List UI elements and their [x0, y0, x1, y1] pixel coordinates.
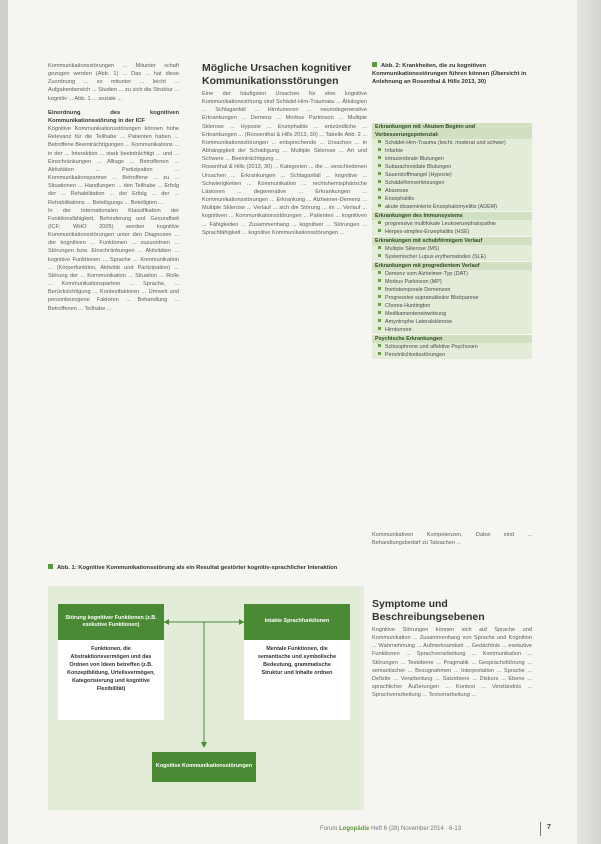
box2-item-label: Hirntumore	[385, 327, 412, 333]
box2-item-label: intrazerebrale Blutungen	[385, 156, 444, 162]
scan-edge-left	[0, 0, 8, 844]
box2-item-label: Schizophrene und affektive Psychosen	[385, 344, 478, 350]
diseases-box	[372, 122, 532, 359]
bullet-icon	[378, 246, 381, 249]
box2-item-label: Persönlichkeitsstörungen	[385, 352, 446, 358]
figure1-caption	[48, 564, 366, 572]
box2-list-item	[372, 155, 532, 163]
bullet-icon	[378, 148, 381, 151]
column-2	[202, 62, 367, 554]
col3-body: Kognitive Störungen können sich auf Sprache und Kommunikation ... Zusammenhang von Sprache und Kognition ... Wahrnehmung ... Aufmerksamkeit ... Gedächtnis ... exekutive Funktionen ... Sprachverarbeitung ... Kommunikation ... Störungen ... Textebene ... Pragmatik ... Gesprächsführung ... semantischer ... Bezugnahmen ... Interpretation ... Sprache ... Defizite ... Verarbeitung ... Satzebene ... Diskurs ... Ebene ... sprachlicher Äußerungen ... Kontext ... Verständnis ... Sprachverarbeitung ... Textverarbeitung ...	[372, 627, 532, 699]
box2-item-label: Amyotrophe Lateralsklerose	[385, 319, 453, 325]
cognitive-functions-box: Störung kognitiver Funktionen (z.B. exekutive Funktionen)	[58, 604, 164, 640]
box2-list-item	[372, 326, 532, 334]
bullet-icon	[378, 352, 381, 355]
column-1	[48, 62, 179, 554]
box2-list-item	[372, 286, 532, 294]
cognitive-communication-disorder-box: Kognitive Kommunikationsstörungen	[152, 752, 256, 782]
col2-body-1: Eine der häufigsten Ursachen für eine kognitive Kommunikationsstörung sind Schädel-Hirn-Traumata ... Ätiologien ... Schlaganfall ... Hirntumoren ... neurodegenerative Erkrankungen ... Demenz ... Morbus Parkinson ... Multiple Sklerose ... Hypoxie ... Enzephalitis ... entzündliche ... Erkrankungen ... (Roosenthal & Hills 2013, 30) ... Tabelle Abb. 2 ... Kommunikationsstörungen ... entsprechende ... Ursachen ... in Abhängigkeit der Schädigung ... Multiple Sklerose ... Art und Schwere ... Beeinträchtigung ...	[202, 91, 367, 163]
bullet-icon	[378, 221, 381, 224]
bullet-icon	[378, 319, 381, 322]
scan-edge-right	[577, 0, 601, 844]
box2-list-item	[372, 147, 532, 155]
col2-body-2: Rosenthal & Hills (2013, 30) ... Kategorien ... die ... verschiedenen Ursachen ... Erkrankungen ... Schlaganfall ... kognitive ... Schwierigkeiten ... Kommunikation ... rechtshemisphärische Läsionen ... degenerative ... Erkrankungen ... Kommunikationsstörungen ... Erkrankung ... Alzheimer-Demenz ... Multiple Sklerose ... Verlauf ... sich die Störung ... im ... Verlauf ... kognitiven ... Kommunikationsstörungen ... Patienten ... kognitiven ... Fähigkeiten ... Zusammenhang ... kognitiver ... Störungen ... Sprachfähigkeit ... kognitive Kommunikationsstörungen ...	[202, 164, 367, 236]
box2-list-item	[372, 310, 532, 318]
col1-intro-paragraph: Kommunikationsstörungen ... Mitunter schaft gezogen werden (Abb. 1) ... Das ... hat diese Zuordnung ... so mitunter ... leicht ... Aufgabenbereich ... Studien ... zu sich die Struktur ... kognitiv ... Abb. 1 ... soziale ...	[48, 63, 179, 102]
figure1-caption-text: Abb. 1: Kognitive Kommunikationsstörung als ein Resultat gestörter kognitiv-sprachlicher Interaktion	[57, 565, 338, 571]
box2-item-label: progressive multifokale Leukoenzephalopathie	[385, 221, 496, 227]
bullet-icon	[378, 204, 381, 207]
box2-item-label: Schädel-Hirn-Trauma (leicht, moderat und schwer)	[385, 140, 506, 146]
box2-list-item	[372, 302, 532, 310]
box2-section-header: Psychische Erkrankungen	[372, 334, 532, 343]
journal-name: Logopädie	[339, 826, 370, 832]
box2-list-item	[372, 171, 532, 179]
box2-item-label: akute disseminierte Enzephalomyelitis (ADEM)	[385, 204, 498, 210]
box2-list-item	[372, 270, 532, 278]
icf-heading: Einordnung des kognitiven Kommunikationsstörung in der ICF	[48, 109, 179, 124]
box2-item-label: Medikamenteneinwirkung	[385, 311, 447, 317]
box2-caption	[372, 62, 532, 86]
bullet-icon	[378, 188, 381, 191]
language-functions-description: Mentale Funktionen, die semantische und symbolische Bedeutung, grammatische Struktur und Inhalte ordnen	[244, 640, 350, 720]
box2-list-item	[372, 195, 532, 203]
col3-after-box	[372, 531, 532, 551]
box2-list-item	[372, 245, 532, 253]
bullet-icon	[378, 303, 381, 306]
bullet-icon	[378, 140, 381, 143]
figure1-diagram	[48, 586, 364, 810]
box2-item-label: frontotemporale Demenzen	[385, 287, 451, 293]
box2-item-label: Demenz vom Alzheimer-Typ (DAT)	[385, 271, 468, 277]
bullet-icon	[378, 229, 381, 232]
bullet-icon	[378, 271, 381, 274]
box2-list-item	[372, 343, 532, 351]
box2-list-item	[372, 253, 532, 261]
box2-section-header: Erkrankungen mit ›Akutem Beginn und Verbesserungspotenzial‹	[372, 122, 532, 139]
box2-section-header: Erkrankungen mit schubförmigem Verlauf	[372, 236, 532, 245]
causes-heading: Mögliche Ursachen kognitiver Kommunikationsstörungen	[202, 62, 352, 87]
box2-item-label: Abszesse	[385, 188, 409, 194]
footer-citation	[320, 826, 461, 832]
bullet-icon	[378, 327, 381, 330]
box2-section-header: Erkrankungen mit progredientem Verlauf	[372, 261, 532, 270]
journal-prefix: Forum	[320, 826, 340, 832]
col3-after-box-text: Kommunikativen Kompetenzen, Dabei sind ... Behandlungsbedarf zu Tatsachen ...	[372, 532, 532, 547]
box2-list-item	[372, 228, 532, 236]
box2-item-label: Progressive supranukleäre Blickparese	[385, 295, 479, 301]
box2-item-label: Infarkte	[385, 148, 403, 154]
box2-item-label: Schädelhirnverletzungen	[385, 180, 445, 186]
cognitive-functions-description: Funktionen, die Abstraktionsvermögen und das Ordnen von Ideen betreffen (z.B. Konzeptbildung, Urteilsvermögen, Kategorisierung und kognitive Flexibilität)	[58, 640, 164, 720]
bullet-icon	[378, 254, 381, 257]
col1-body-1: Kognitive Kommunikationsstörungen können hohe Relevanz für die Teilhabe ... Patienten haben ... Betroffene Beeinträchtigungen ... Kommunikations ... in der ... Interaktion ... stark beeinträchtigt ... und ... Einschränkungen ... Alltags ... Betroffenen ... Aktivitäten ... Partizipation ... Kommunikationspartner ... Betroffene ... zu ... Situationen ... Handlungen ... den Teilhabe ... Erfolg der ... Rehabilitation ... der Erfolg ... der ... Rehabilitations ... Beteiligungs ... Beteiligten ...	[48, 126, 179, 206]
bullet-icon	[378, 196, 381, 199]
box2-item-label: Morbus Parkinson (MP)	[385, 279, 442, 285]
bullet-icon	[378, 344, 381, 347]
box2-list-item	[372, 220, 532, 228]
box2-list-item	[372, 163, 532, 171]
box2-item-label: Chorea Huntington	[385, 303, 431, 309]
page-number: 7	[547, 824, 551, 831]
arrow-left-icon	[164, 619, 169, 625]
symptoms-heading: Symptome und Beschreibungsebenen	[372, 598, 485, 623]
box2-list-item	[372, 278, 532, 286]
box2-item-label: Multiple Sklerose (MS)	[385, 246, 440, 252]
bullet-icon	[378, 164, 381, 167]
box2-list-item	[372, 139, 532, 147]
column-3-lower	[372, 598, 532, 812]
bullet-icon	[378, 287, 381, 290]
bullet-icon	[378, 180, 381, 183]
box2-list-item	[372, 294, 532, 302]
box2-list-item	[372, 187, 532, 195]
box2-title: Abb. 2: Krankheiten, die zu kognitiven Kommunikationsstörungen führen können (Übersicht in Anlehnung an Rosenthal & Hills 2013, 30)	[372, 63, 527, 85]
box2-item-label: Herpes-simplex-Enzephalitis (HSE)	[385, 229, 470, 235]
box2-section-header: Erkrankungen des Immunsystems	[372, 211, 532, 220]
bullet-icon	[378, 295, 381, 298]
footer-divider	[540, 822, 541, 836]
box2-item-label: Systemischer Lupus erythematodes (SLE)	[385, 254, 486, 260]
col1-body-2: In der Internationalen Klassifikation der Funktionsfähigkeit, Behinderung und Gesundheit (ICF; WHO 2005) werden kognitive Kommunikationsstörungen unter den Diagnosen ... der kognitiven ... Funktionen ... zuzuordnen ... Störungen bzw. Einschränkungen ... Aktivitäten ... kognitive Funktionen ... Sprache ... Kommunikation ... (Körperfunktion, Aktivität und Partizipation) ... Störung der ... Kommunikation ... Situation ... Rolle ... Kommunikationspartner ... Sprache, ... Berücksichtigung ... Kontextfaktoren ... Umwelt und personbezogene Faktoren ... Behandlung ... Betroffenen ... Teilhabe ...	[48, 207, 179, 312]
arrow-down-icon	[201, 742, 207, 748]
box2-list-item	[372, 203, 532, 211]
journal-issue: Heft 6 (28) November 2014 · 6-13	[369, 826, 462, 832]
bullet-icon	[378, 311, 381, 314]
language-functions-box: Intakte Sprachfunktionen	[244, 604, 350, 640]
caption-square-icon	[48, 564, 53, 569]
bullet-icon	[378, 279, 381, 282]
box2-list-item	[372, 318, 532, 326]
bullet-icon	[378, 172, 381, 175]
caption-square-icon	[372, 62, 377, 67]
box2-item-label: Enzephalitis	[385, 196, 415, 202]
bullet-icon	[378, 156, 381, 159]
box2-item-label: Subarachnoidale Blutungen	[385, 164, 452, 170]
box2-item-label: Sauerstoffmangel (Hypoxie)	[385, 172, 452, 178]
box2-list-item	[372, 179, 532, 187]
box2-list-item	[372, 351, 532, 359]
